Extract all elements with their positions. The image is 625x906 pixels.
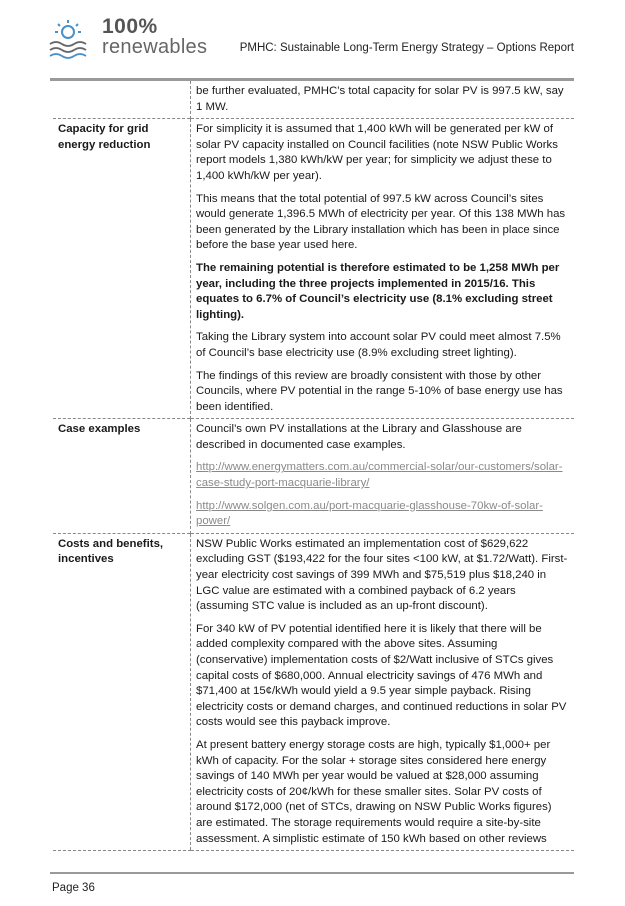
row-content [191, 119, 575, 419]
table-row [53, 533, 574, 850]
row-content [191, 419, 575, 534]
paragraph: This means that the total potential of 997.5 kW across Council’s sites would generate 1,396.5 MWh of electricity per year. Of this 138 MWh has been generated by the Library installation which has been in place since before the base year used here. [196, 192, 566, 252]
case-study-link-library[interactable]: http://www.energymatters.com.au/commercial-solar/our-customers/solar-case-study-port-macquarie-library/ [196, 461, 563, 490]
paragraph: For 340 kW of PV potential identified here it is likely that there will be added complexity compared with the above sites. Assuming (conservative) implementation costs of $2/Watt inclusive of STCs gives capital costs of $680,000. Annual electricity savings of 476 MWh and $71,400 at 15¢/kWh would yield a 9.5 year simple payback. Rising electricity costs or demand charges, and continued reductions in solar PV costs would see this payback improve. [196, 622, 567, 729]
company-logo [42, 16, 212, 64]
row-label: Capacity for grid energy reduction [53, 119, 191, 419]
table-row [53, 81, 574, 119]
paragraph: NSW Public Works estimated an implementation cost of $629,622 excluding GST ($193,422 for the four sites <100 kW, at $1.72/Watt). First-year electricity cost savings of 399 MWh and $75,519 plus $18,240 in LGC value are estimated with a combined payback of 6.2 years (assuming STC value is included as an up-front discount). [196, 537, 568, 613]
paragraph-bold: The remaining potential is therefore estimated to be 1,258 MWh per year, including the three projects implemented in 2015/16. This equates to 6.7% of Council’s electricity use (8.1% excluding street lighting). [196, 261, 560, 321]
options-table [53, 81, 574, 851]
logo-percent-text: 100% [102, 15, 158, 38]
table-row [53, 419, 574, 534]
paragraph: The findings of this review are broadly consistent with those by other Councils, where PV potential in the range 5-10% of base energy use has been identified. [196, 369, 563, 413]
row-content [191, 81, 575, 119]
page-number: Page 36 [52, 882, 95, 894]
paragraph: For simplicity it is assumed that 1,400 kWh will be generated per kW of solar PV capacity installed on Council facilities (note NSW Public Works report models 1,380 kWh/kW per year; for simplicity we adjust these to 1,400 kWh/kW per year). [196, 123, 558, 182]
row-label: Costs and benefits, incentives [53, 533, 191, 850]
report-title: PMHC: Sustainable Long-Term Energy Strategy – Options Report [239, 42, 574, 54]
paragraph: Council’s own PV installations at the Library and Glasshouse are described in documented case examples. [196, 423, 522, 451]
case-study-link-glasshouse[interactable]: http://www.solgen.com.au/port-macquarie-glasshouse-70kw-of-solar-power/ [196, 499, 543, 528]
row-content [191, 533, 575, 850]
paragraph: At present battery energy storage costs are high, typically $1,000+ per kWh of capacity. For the solar + storage sites considered here energy savings of 140 MWh per year would be valued at $28,000 assuming electricity costs of 20¢/kWh for these smaller sites. Solar PV costs of around $172,000 (net of STCs, drawing on NSW Public Works figures) are estimated. The storage requirements would require a site-by-site assessment. A simplistic estimate of 150 kWh based on other reviews [196, 738, 552, 845]
paragraph: Taking the Library system into account solar PV could meet almost 7.5% of Council’s base electricity use (8.9% excluding street lighting). [196, 331, 561, 359]
paragraph: be further evaluated, PMHC’s total capacity for solar PV is 997.5 kW, say 1 MW. [196, 85, 564, 113]
table-row [53, 119, 574, 419]
row-label: Case examples [53, 419, 191, 534]
page-header [0, 0, 625, 72]
footer-rule [50, 872, 574, 874]
logo-wordmark: renewables [102, 36, 208, 58]
sun-wave-logo-icon [42, 18, 100, 62]
row-label [53, 81, 191, 119]
